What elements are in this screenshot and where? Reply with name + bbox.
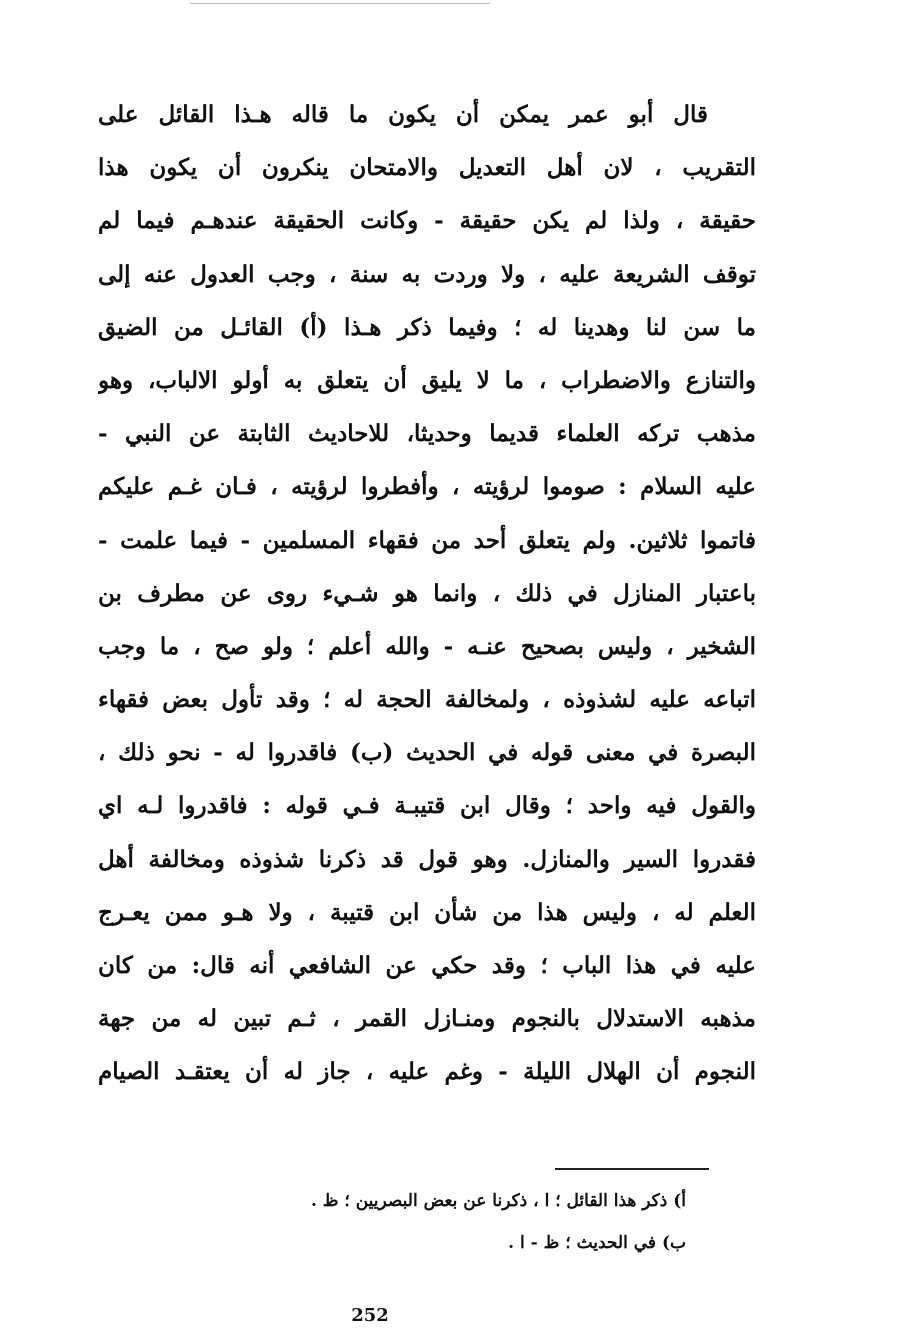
footnote-b: ب) في الحديث ؛ ظ - ا .: [508, 1233, 686, 1253]
text-line: باعتبار المنازل في ذلك ، وانما هو شـيء روى عن مطرف بن: [98, 579, 756, 607]
text-line: اتباعه عليه لشذوذه ، ولمخالفة الحجة له ؛ وقد تأول بعض فقهاء: [98, 686, 756, 714]
text-line: توقف الشريعة عليه ، ولا وردت به سنة ، وجب العدول عنه إلى: [98, 260, 756, 288]
top-edge-rule: [190, 3, 490, 4]
text-line: التقريب ، لان أهل التعديل والامتحان ينكرون أن يكون هذا: [98, 154, 756, 182]
text-line: النجوم أن الهلال الليلة - وغم عليه ، جاز له أن يعتقـد الصيام: [98, 1058, 756, 1086]
main-text-block: [98, 88, 756, 1099]
footnote-divider: [555, 1168, 709, 1170]
text-line: عليه السلام : صوموا لرؤيته ، وأفطروا لرؤيته ، فـان غـم عليكم: [98, 473, 756, 501]
text-line: والقول فيه واحد ؛ وقال ابن قتيبـة فـي قوله : فاقدروا لـه اي: [98, 792, 756, 820]
text-line: مذهب تركه العلماء قديما وحديثا، للاحاديث الثابتة عن النبي -: [98, 420, 756, 448]
text-line: عليه في هذا الباب ؛ وقد حكي عن الشافعي أنه قال: من كان: [98, 952, 756, 979]
page-number: 252: [351, 1305, 389, 1326]
text-line: البصرة في معنى قوله في الحديث (ب) فاقدروا له - نحو ذلك ،: [98, 739, 756, 767]
text-line: مذهبه الاستدلال بالنجوم ومنـازل القمر ، ثـم تبين له من جهة: [98, 1005, 756, 1033]
text-line: العلم له ، وليس هذا من شأن ابن قتيبة ، ولا هـو ممن يعـرج: [98, 898, 756, 926]
footnotes-block: [300, 1180, 686, 1264]
text-line: قال أبو عمر يمكن أن يكون ما قاله هـذا القائل على: [98, 101, 708, 128]
text-line: الشخير ، وليس بصحيح عنـه - والله أعلم ؛ ولو صح ، ما وجب: [98, 632, 756, 660]
text-line: فاتموا ثلاثين. ولم يتعلق أحد من فقهاء المسلمين - فيما علمت -: [98, 526, 756, 554]
text-line: ما سن لنا وهدينا له ؛ وفيما ذكر هـذا (أ) القائـل من الضيق: [98, 313, 756, 341]
text-line: حقيقة ، ولذا لم يكن حقيقة - وكانت الحقيقة عندهـم فيما لم: [98, 207, 756, 235]
text-line: والتنازع والاضطراب ، ما لا يليق أن يتعلق به أولو الالباب، وهو: [98, 366, 756, 394]
text-line: فقدروا السير والمنازل. وهو قول قد ذكرنا شذوذه ومخالفة أهل: [98, 845, 756, 873]
footnote-a: أ) ذكر هذا القائل ؛ ا ، ذكرنا عن بعض البصريين ؛ ظ .: [310, 1191, 686, 1211]
